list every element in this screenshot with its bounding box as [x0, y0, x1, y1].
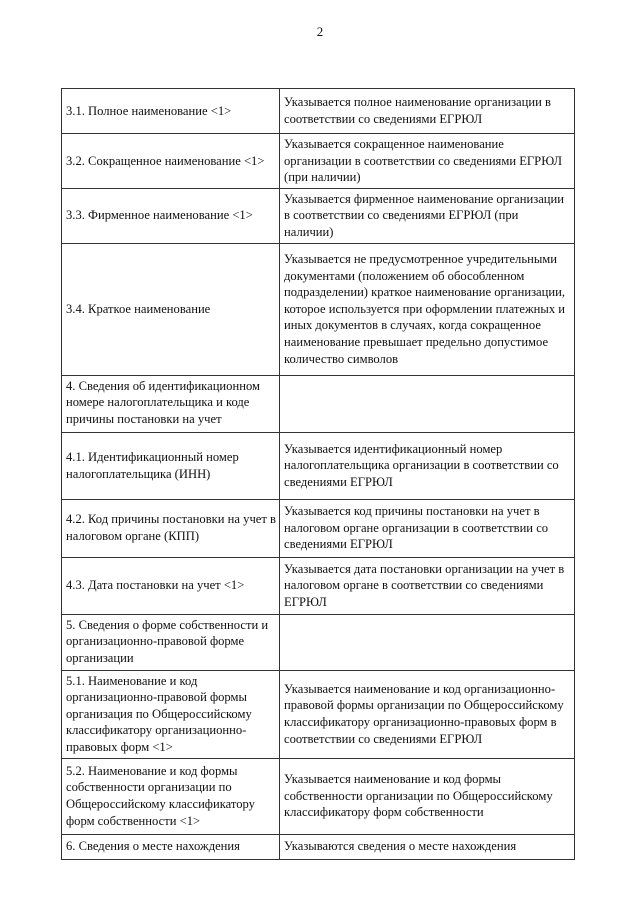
field-name: 3.3. Фирменное наименование <1> [62, 188, 280, 243]
field-description [280, 375, 575, 432]
field-description [280, 614, 575, 670]
field-name: 5.2. Наименование и код формы собственности организации по Общероссийскому классификатору форм собственности <1> [62, 758, 280, 834]
table-row [62, 243, 575, 375]
field-description: Указывается наименование и код формы собственности организации по Общероссийскому классификатору форм собственности [280, 758, 575, 834]
field-description: Указывается полное наименование организации в соответствии со сведениями ЕГРЮЛ [280, 89, 575, 134]
table-row [62, 375, 575, 432]
table-row [62, 834, 575, 859]
field-name: 4.1. Идентификационный номер налогоплательщика (ИНН) [62, 432, 280, 499]
table-row [62, 188, 575, 243]
table-row [62, 614, 575, 670]
page-number: 2 [316, 24, 324, 39]
field-description: Указывается дата постановки организации на учет в налоговом органе в соответствии со сведениями ЕГРЮЛ [280, 557, 575, 614]
field-description: Указывается сокращенное наименование организации в соответствии со сведениями ЕГРЮЛ (при наличии) [280, 134, 575, 189]
table-row [62, 499, 575, 557]
field-description: Указываются сведения о месте нахождения [280, 834, 575, 859]
field-description: Указывается идентификационный номер налогоплательщика организации в соответствии со сведениями ЕГРЮЛ [280, 432, 575, 499]
field-name: 3.1. Полное наименование <1> [62, 89, 280, 134]
table-row [62, 670, 575, 758]
section-heading: 5. Сведения о форме собственности и организационно-правовой форме организации [62, 614, 280, 670]
section-heading: 4. Сведения об идентификационном номере налогоплательщика и коде причины постановки на учет [62, 375, 280, 432]
table-row [62, 89, 575, 134]
field-name: 3.2. Сокращенное наименование <1> [62, 134, 280, 189]
field-description: Указывается код причины постановки на учет в налоговом органе организации в соответствии со сведениями ЕГРЮЛ [280, 499, 575, 557]
field-description: Указывается фирменное наименование организации в соответствии со сведениями ЕГРЮЛ (при наличии) [280, 188, 575, 243]
field-name: 4.2. Код причины постановки на учет в налоговом органе (КПП) [62, 499, 280, 557]
field-description: Указывается наименование и код организационно-правовой формы организации по Общероссийскому классификатору организационно-правовых форм в соответствии со сведениями ЕГРЮЛ [280, 670, 575, 758]
section-heading: 6. Сведения о месте нахождения [62, 834, 280, 859]
field-name: 4.3. Дата постановки на учет <1> [62, 557, 280, 614]
table-row [62, 432, 575, 499]
field-name: 5.1. Наименование и код организационно-правовой формы организация по Общероссийскому классификатору организационно-правовых форм <1> [62, 670, 280, 758]
table-row [62, 758, 575, 834]
fields-table [61, 88, 575, 860]
field-description: Указывается не предусмотренное учредительными документами (положением об обособленном подразделении) краткое наименование организации, которое используется при оформлении платежных и иных документов в случаях, когда сокращенное наименование превышает предельно допустимое количество символов [280, 243, 575, 375]
field-name: 3.4. Краткое наименование [62, 243, 280, 375]
table-row [62, 557, 575, 614]
table-row [62, 134, 575, 189]
